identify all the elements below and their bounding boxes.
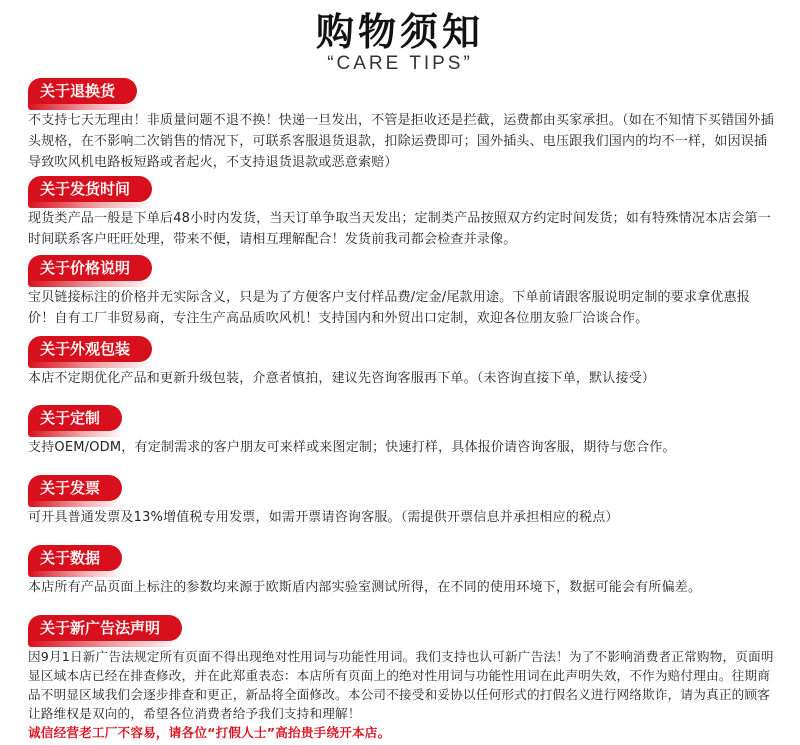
section-body: 现货类产品一般是下单后48小时内发货，当天订单争取当天发出；定制类产品按照双方约定时间发货；如有特殊情况本店会第一时间联系客户旺旺处理，带来不便，请相互理解配合！发货前我司都会检查并录像。 xyxy=(28,211,771,247)
section-label: 关于发票 xyxy=(28,475,122,501)
section-body: 不支持七天无理由！非质量问题不退不换！快递一旦发出，不管是拒收还是拦截，运费都由买家承担。（如在不知情下买错国外插头规格，在不影响二次销售的情况下，可联系客服退货退款，扣除运费即可；国外插头、电压跟我们国内的均不一样，如因误插导致吹风机电路板短路或者起火，不支持退货退款或恶意索赔） xyxy=(28,113,774,170)
section-label: 关于发货时间 xyxy=(28,176,152,202)
page-title: 购物须知 xyxy=(315,10,484,54)
ad-law-text: 因9月1日新广告法规定所有页面不得出现绝对性用词与功能性用词。我们支持也认可新广告法！为了不影响消费者正常购物，页面明显区域本店已经在排查修改，并在此郑重表态：本店所有页面上的绝对性用词与功能性用词在此声明失效，不作为赔付理由。往期商品不明显区域我们会逐步排查和更正，新品将全面修改。本公司不接受和妥协以任何形式的打假名义进行网络欺诈，请为真正的顾客让路维权是双向的，希望各位消费者给予我们支持和理解！ xyxy=(28,649,774,721)
section-label: 关于数据 xyxy=(28,545,122,571)
section-label: 关于定制 xyxy=(28,405,122,431)
section-body: 本店所有产品页面上标注的参数均来源于欧斯盾内部实验室测试所得，在不同的使用环境下，数据可能会有所偏差。 xyxy=(28,580,702,595)
ad-law-warning: 诚信经营老工厂不容易，请各位“打假人士”高抬贵手绕开本店。 xyxy=(28,725,391,740)
section-body xyxy=(28,647,776,742)
section-body: 支持OEM/ODM，有定制需求的客户朋友可来样或来图定制；快速打样，具体报价请咨询客服，期待与您合作。 xyxy=(28,440,676,455)
section-body: 宝贝链接标注的价格并无实际含义，只是为了方便客户支付样品费/定金/尾款用途。下单前请跟客服说明定制的要求拿优惠报价！自有工厂非贸易商，专注生产高品质吹风机！支持国内和外贸出口定制，欢迎各位朋友验厂洽谈合作。 xyxy=(28,290,750,326)
section-label: 关于新广告法声明 xyxy=(28,615,182,641)
section-body: 可开具普通发票及13%增值税专用发票，如需开票请咨询客服。（需提供开票信息并承担相应的税点） xyxy=(28,510,619,525)
page-subtitle: “CARE TIPS” xyxy=(327,53,473,74)
section-label: 关于价格说明 xyxy=(28,255,152,281)
section-label: 关于外观包装 xyxy=(28,336,152,362)
section-label: 关于退换货 xyxy=(28,78,137,104)
section-body: 本店不定期优化产品和更新升级包装，介意者慎拍，建议先咨询客服再下单。（未咨询直接下单，默认接受） xyxy=(28,371,656,386)
